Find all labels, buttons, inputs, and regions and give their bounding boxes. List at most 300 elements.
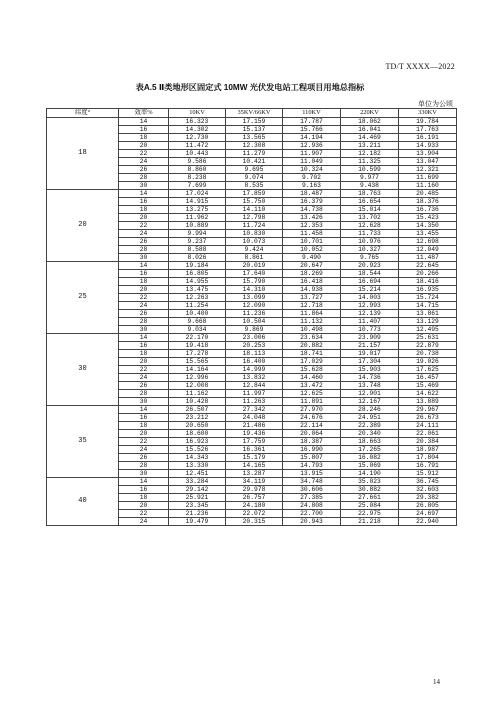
value-cell: 26.507 [169,406,226,414]
value-cell: 11.132 [283,318,341,326]
value-cell: 13.889 [399,398,457,406]
efficiency-cell: 22 [119,510,169,518]
value-cell: 11.699 [399,174,457,182]
value-cell: 14.736 [341,374,399,382]
value-cell: 24.048 [226,414,283,422]
value-cell: 15.179 [226,454,283,462]
land-use-table [46,108,457,526]
value-cell: 15.423 [399,214,457,222]
efficiency-cell: 24 [119,518,169,526]
value-cell: 14.933 [399,142,457,150]
efficiency-cell: 14 [119,478,169,486]
value-cell: 10.504 [226,318,283,326]
value-cell: 10.052 [283,246,341,254]
latitude-cell: 25 [47,262,119,334]
value-cell: 22.700 [283,510,341,518]
value-cell: 9.586 [169,158,226,166]
value-cell: 18.269 [283,270,341,278]
page-number: 14 [433,678,440,686]
value-cell: 9.765 [341,254,399,262]
efficiency-cell: 28 [119,318,169,326]
value-cell: 8.238 [169,174,226,182]
value-cell: 17.265 [341,446,399,454]
efficiency-cell: 20 [119,358,169,366]
value-cell: 20.485 [399,190,457,198]
table-header-row [47,109,457,118]
value-cell: 21.157 [341,342,399,350]
efficiency-cell: 14 [119,406,169,414]
value-cell: 17.159 [226,118,283,126]
efficiency-cell: 26 [119,454,169,462]
table-row [47,262,457,270]
value-cell: 20.340 [341,430,399,438]
value-cell: 10.324 [283,166,341,174]
value-cell: 9.237 [169,238,226,246]
efficiency-cell: 28 [119,390,169,398]
value-cell: 17.024 [169,190,226,198]
value-cell: 12.996 [169,374,226,382]
value-cell: 11.236 [226,310,283,318]
efficiency-cell: 24 [119,446,169,454]
value-cell: 13.727 [283,294,341,302]
value-cell: 10.443 [169,150,226,158]
value-cell: 12.049 [399,246,457,254]
value-cell: 13.099 [226,294,283,302]
efficiency-cell: 22 [119,222,169,230]
value-cell: 17.787 [283,118,341,126]
value-cell: 11.891 [283,398,341,406]
value-cell: 14.350 [399,222,457,230]
value-cell: 16.418 [283,278,341,286]
value-cell: 8.861 [226,254,283,262]
value-cell: 9.994 [169,230,226,238]
value-cell: 22.975 [341,510,399,518]
value-cell: 18.387 [283,438,341,446]
value-cell: 15.628 [283,366,341,374]
value-cell: 13.702 [341,214,399,222]
value-cell: 13.047 [399,158,457,166]
efficiency-cell: 18 [119,134,169,142]
value-cell: 16.990 [283,446,341,454]
value-cell: 20.882 [283,342,341,350]
value-cell: 14.310 [226,286,283,294]
col-header-330kv: 330KV [399,109,457,118]
value-cell: 11.407 [341,318,399,326]
value-cell: 25.084 [341,502,399,510]
value-cell: 13.426 [283,214,341,222]
latitude-cell: 30 [47,334,119,406]
value-cell: 11.279 [226,150,283,158]
efficiency-cell: 16 [119,342,169,350]
efficiency-cell: 14 [119,334,169,342]
value-cell: 24.697 [399,510,457,518]
efficiency-cell: 24 [119,230,169,238]
value-cell: 15.724 [399,294,457,302]
value-cell: 28.246 [341,406,399,414]
value-cell: 24.808 [283,502,341,510]
value-cell: 16.457 [399,374,457,382]
value-cell: 36.745 [399,478,457,486]
table-body [47,118,457,526]
value-cell: 9.074 [226,174,283,182]
value-cell: 11.733 [341,230,399,238]
value-cell: 12.798 [226,214,283,222]
value-cell: 15.469 [399,382,457,390]
value-cell: 16.923 [169,438,226,446]
value-cell: 14.165 [226,462,283,470]
value-cell: 17.763 [399,126,457,134]
value-cell: 23.909 [341,334,399,342]
value-cell: 34.748 [283,478,341,486]
value-cell: 20.943 [283,518,341,526]
value-cell: 9.869 [226,326,283,334]
value-cell: 11.724 [226,222,283,230]
efficiency-cell: 18 [119,422,169,430]
value-cell: 24.951 [341,414,399,422]
value-cell: 15.137 [226,126,283,134]
efficiency-cell: 26 [119,382,169,390]
value-cell: 14.190 [341,470,399,478]
value-cell: 10.830 [226,230,283,238]
value-cell: 20.253 [226,342,283,350]
efficiency-cell: 28 [119,462,169,470]
value-cell: 22.170 [169,334,226,342]
value-cell: 29.967 [399,406,457,414]
value-cell: 18.987 [399,446,457,454]
value-cell: 9.702 [283,174,341,182]
value-cell: 14.194 [283,134,341,142]
value-cell: 11.458 [283,230,341,238]
value-cell: 13.287 [226,470,283,478]
document-code: TD/T XXXX—2022 [385,62,455,71]
efficiency-cell: 18 [119,206,169,214]
value-cell: 14.469 [341,134,399,142]
value-cell: 11.162 [169,390,226,398]
value-cell: 13.455 [399,230,457,238]
value-cell: 19.479 [169,518,226,526]
value-cell: 17.759 [226,438,283,446]
value-cell: 13.748 [341,382,399,390]
value-cell: 22.645 [399,262,457,270]
value-cell: 14.955 [169,278,226,286]
value-cell: 27.342 [226,406,283,414]
value-cell: 18.376 [399,198,457,206]
value-cell: 12.353 [283,222,341,230]
col-header-35kv-66kv: 35KV/66KV [226,109,283,118]
value-cell: 13.475 [169,286,226,294]
value-cell: 14.915 [169,198,226,206]
value-cell: 16.191 [399,134,457,142]
value-cell: 20.315 [226,518,283,526]
value-cell: 8.026 [169,254,226,262]
value-cell: 16.791 [399,462,457,470]
value-cell: 22.940 [399,518,457,526]
value-cell: 12.495 [399,326,457,334]
table-row [47,118,457,126]
value-cell: 19.784 [399,118,457,126]
value-cell: 22.389 [341,422,399,430]
value-cell: 12.698 [399,238,457,246]
efficiency-cell: 30 [119,470,169,478]
value-cell: 23.634 [283,334,341,342]
value-cell: 16.935 [399,286,457,294]
efficiency-cell: 20 [119,142,169,150]
value-cell: 11.160 [399,182,457,190]
value-cell: 10.976 [341,238,399,246]
value-cell: 27.970 [283,406,341,414]
value-cell: 18.600 [169,430,226,438]
value-cell: 12.844 [226,382,283,390]
value-cell: 10.421 [226,158,283,166]
value-cell: 15.214 [341,286,399,294]
value-cell: 15.807 [283,454,341,462]
value-cell: 24.111 [399,422,457,430]
value-cell: 20.923 [341,262,399,270]
value-cell: 8.535 [226,182,283,190]
efficiency-cell: 16 [119,414,169,422]
value-cell: 16.654 [341,198,399,206]
value-cell: 12.167 [341,398,399,406]
efficiency-cell: 26 [119,166,169,174]
value-cell: 14.003 [341,294,399,302]
value-cell: 16.361 [226,446,283,454]
value-cell: 27.661 [341,494,399,502]
value-cell: 10.498 [283,326,341,334]
value-cell: 18.544 [341,270,399,278]
value-cell: 11.049 [283,158,341,166]
value-cell: 15.766 [283,126,341,134]
value-cell: 18.487 [283,190,341,198]
col-header-efficiency: 效率% [119,109,169,118]
col-header-110kv: 110KV [283,109,341,118]
efficiency-cell: 20 [119,214,169,222]
value-cell: 20.650 [169,422,226,430]
value-cell: 17.278 [169,350,226,358]
value-cell: 13.129 [399,318,457,326]
col-header-220kv: 220KV [341,109,399,118]
efficiency-cell: 16 [119,198,169,206]
value-cell: 20.266 [399,270,457,278]
value-cell: 20.064 [283,430,341,438]
value-cell: 14.999 [226,366,283,374]
value-cell: 16.805 [169,270,226,278]
value-cell: 12.718 [283,302,341,310]
value-cell: 16.323 [169,118,226,126]
value-cell: 11.962 [169,214,226,222]
efficiency-cell: 24 [119,158,169,166]
value-cell: 14.343 [169,454,226,462]
value-cell: 25.921 [169,494,226,502]
value-cell: 8.588 [169,246,226,254]
efficiency-cell: 22 [119,294,169,302]
value-cell: 13.275 [169,206,226,214]
value-cell: 23.345 [169,502,226,510]
value-cell: 10.773 [341,326,399,334]
efficiency-cell: 22 [119,150,169,158]
value-cell: 9.438 [341,182,399,190]
value-cell: 11.254 [169,302,226,310]
efficiency-cell: 24 [119,374,169,382]
value-cell: 15.565 [169,358,226,366]
value-cell: 18.113 [226,350,283,358]
col-header-latitude: 纬度° [47,109,119,118]
value-cell: 10.701 [283,238,341,246]
value-cell: 29.142 [169,486,226,494]
value-cell: 10.599 [341,166,399,174]
latitude-cell: 20 [47,190,119,262]
efficiency-cell: 26 [119,310,169,318]
value-cell: 12.263 [169,294,226,302]
value-cell: 9.668 [169,318,226,326]
value-cell: 10.073 [226,238,283,246]
value-cell: 12.321 [399,166,457,174]
value-cell: 13.915 [283,470,341,478]
value-cell: 20.647 [283,262,341,270]
efficiency-cell: 16 [119,126,169,134]
value-cell: 10.428 [169,398,226,406]
efficiency-cell: 28 [119,246,169,254]
value-cell: 26.805 [399,502,457,510]
value-cell: 10.400 [169,310,226,318]
value-cell: 23.212 [169,414,226,422]
value-cell: 20.738 [399,350,457,358]
efficiency-cell: 30 [119,326,169,334]
value-cell: 17.029 [283,358,341,366]
value-cell: 20.019 [226,262,283,270]
value-cell: 14.938 [283,286,341,294]
value-cell: 16.379 [283,198,341,206]
efficiency-cell: 30 [119,254,169,262]
value-cell: 8.860 [169,166,226,174]
value-cell: 12.182 [341,150,399,158]
value-cell: 21.486 [226,422,283,430]
value-cell: 12.936 [283,142,341,150]
efficiency-cell: 18 [119,494,169,502]
value-cell: 11.864 [283,310,341,318]
value-cell: 15.750 [226,198,283,206]
value-cell: 20.384 [399,438,457,446]
value-cell: 16.736 [399,206,457,214]
value-cell: 22.061 [399,430,457,438]
value-cell: 18.416 [399,278,457,286]
value-cell: 14.302 [169,126,226,134]
latitude-cell: 18 [47,118,119,190]
value-cell: 13.565 [226,134,283,142]
value-cell: 24.676 [283,414,341,422]
efficiency-cell: 20 [119,502,169,510]
value-cell: 17.859 [226,190,283,198]
value-cell: 19.184 [169,262,226,270]
value-cell: 23.006 [226,334,283,342]
value-cell: 15.069 [341,462,399,470]
value-cell: 11.907 [283,150,341,158]
value-cell: 12.308 [226,142,283,150]
efficiency-cell: 22 [119,366,169,374]
value-cell: 19.436 [226,430,283,438]
value-cell: 19.026 [399,358,457,366]
value-cell: 17.304 [341,358,399,366]
value-cell: 17.640 [226,270,283,278]
value-cell: 12.730 [169,134,226,142]
value-cell: 12.628 [341,222,399,230]
value-cell: 12.451 [169,470,226,478]
table-row [47,190,457,198]
value-cell: 13.211 [341,142,399,150]
table-row [47,334,457,342]
value-cell: 10.327 [341,246,399,254]
col-header-10kv: 10KV [169,109,226,118]
value-cell: 9.034 [169,326,226,334]
efficiency-cell: 30 [119,398,169,406]
efficiency-cell: 30 [119,182,169,190]
efficiency-cell: 18 [119,278,169,286]
value-cell: 29.978 [226,486,283,494]
value-cell: 9.977 [341,174,399,182]
unit-label: 单位为公顷 [418,100,453,108]
value-cell: 12.625 [283,390,341,398]
value-cell: 9.424 [226,246,283,254]
value-cell: 17.804 [399,454,457,462]
value-cell: 11.325 [341,158,399,166]
value-cell: 13.832 [226,374,283,382]
value-cell: 14.460 [283,374,341,382]
value-cell: 17.625 [399,366,457,374]
efficiency-cell: 18 [119,350,169,358]
value-cell: 12.139 [341,310,399,318]
value-cell: 32.603 [399,486,457,494]
value-cell: 15.526 [169,446,226,454]
value-cell: 9.163 [283,182,341,190]
value-cell: 22.072 [226,510,283,518]
value-cell: 30.606 [283,486,341,494]
value-cell: 16.400 [226,358,283,366]
table-row [47,406,457,414]
table-row [47,478,457,486]
value-cell: 15.912 [399,470,457,478]
value-cell: 13.904 [399,150,457,158]
value-cell: 12.901 [341,390,399,398]
efficiency-cell: 14 [119,118,169,126]
value-cell: 7.699 [169,182,226,190]
value-cell: 22.114 [283,422,341,430]
value-cell: 16.041 [341,126,399,134]
latitude-cell: 40 [47,478,119,526]
value-cell: 24.180 [226,502,283,510]
value-cell: 11.472 [169,142,226,150]
value-cell: 16.694 [341,278,399,286]
value-cell: 14.110 [226,206,283,214]
value-cell: 27.385 [283,494,341,502]
value-cell: 19.017 [341,350,399,358]
value-cell: 14.738 [283,206,341,214]
value-cell: 10.889 [169,222,226,230]
efficiency-cell: 20 [119,286,169,294]
value-cell: 15.014 [341,206,399,214]
value-cell: 11.487 [399,254,457,262]
value-cell: 14.715 [399,302,457,310]
value-cell: 34.119 [226,478,283,486]
value-cell: 22.879 [399,342,457,350]
value-cell: 18.663 [341,438,399,446]
value-cell: 9.490 [283,254,341,262]
value-cell: 13.330 [169,462,226,470]
value-cell: 16.082 [341,454,399,462]
value-cell: 26.673 [399,414,457,422]
value-cell: 12.993 [341,302,399,310]
table-title: 表A.5 Ⅱ类地形区固定式 10MW 光伏发电站工程项目用地总指标 [135,83,365,92]
value-cell: 29.382 [399,494,457,502]
latitude-cell: 35 [47,406,119,478]
